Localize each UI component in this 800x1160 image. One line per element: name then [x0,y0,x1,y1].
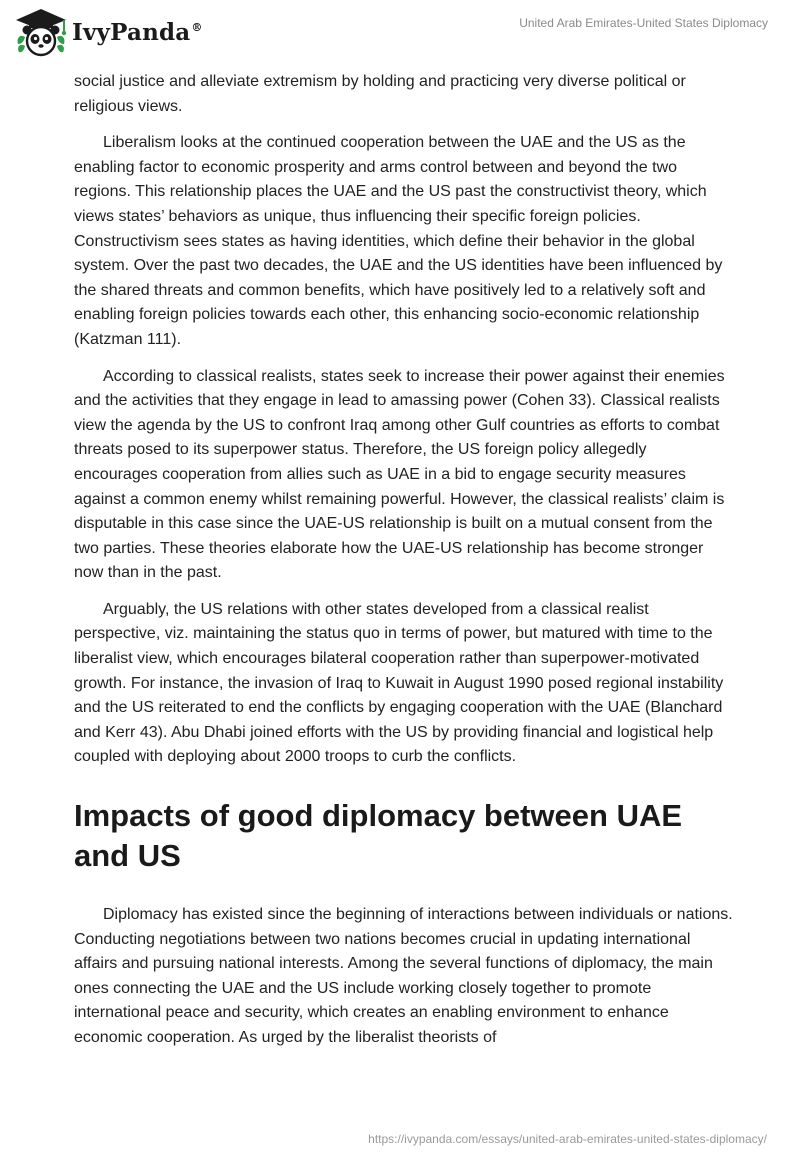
panda-graduate-icon [14,6,68,58]
essay-body [74,70,734,1063]
paragraph-continued: social justice and alleviate extremism by holding and practicing very diverse political or religious views. [74,73,686,115]
source-url-link[interactable]: https://ivypanda.com/essays/united-arab-emirates-united-states-diplomacy/ [368,1132,767,1146]
brand-logo[interactable] [14,6,203,58]
paragraph: Arguably, the US relations with other states developed from a classical realist perspective, viz. maintaining the status quo in terms of power, but matured with time to the liberalist view, which encourages bilateral cooperation rather than superpower-motivated growth. For instance, the invasion of Iraq to Kuwait in August 1990 posed regional instability and the US reiterated to end the conflicts by engaging cooperation with the UAE (Blanchard and Kerr 43). Abu Dhabi joined efforts with the US by providing financial and logistical help coupled with deploying about 2000 troops to curb the conflicts. [74,600,724,766]
brand-name: IvyPanda® [72,18,203,46]
registered-mark: ® [191,20,203,34]
paragraph: Diplomacy has existed since the beginning of interactions between individuals or nations. Conducting negotiations between two nations becomes crucial in updating international affairs and pursuing national interests. Among the several functions of diplomacy, the main ones connecting the UAE and the US include working closely together to promote international peace and security, which creates an enabling environment to enhance economic cooperation. As urged by the liberalist theorists of [74,906,733,1046]
page-header [0,0,800,64]
paragraph: According to classical realists, states seek to increase their power against their enemies and the activities that they engage in lead to amassing power (Cohen 33). Classical realists view the agenda by the US to confront Iraq among other Gulf countries as efforts to combat threats posed to its superpower status. Therefore, the US foreign policy allegedly encourages cooperation from allies such as UAE in a bid to engage security measures against a common enemy whilst remaining powerful. However, the classical realists’ claim is disputable in this case since the UAE-US relationship is built on a mutual consent from the two parties. These theories elaborate how the UAE-US relationship has become stronger now than in the past. [74,367,725,582]
paragraph: Liberalism looks at the continued cooperation between the UAE and the US as the enabling factor to economic prosperity and arms control between and beyond the two regions. This relationship places the UAE and the US past the constructivist theory, which views states’ behaviors as unique, thus influencing their specific foreign policies. Constructivism sees states as having identities, which define their behavior in the global system. Over the past two decades, the UAE and the US identities have been influenced by the shared threats and common benefits, which have positively led to a relatively soft and enabling foreign policies towards each other, this enhancing socio-economic relationship (Katzman 111). [74,134,723,348]
section-heading: Impacts of good diplomacy between UAE and US [74,798,683,874]
document-title: United Arab Emirates-United States Diplomacy [519,16,768,30]
